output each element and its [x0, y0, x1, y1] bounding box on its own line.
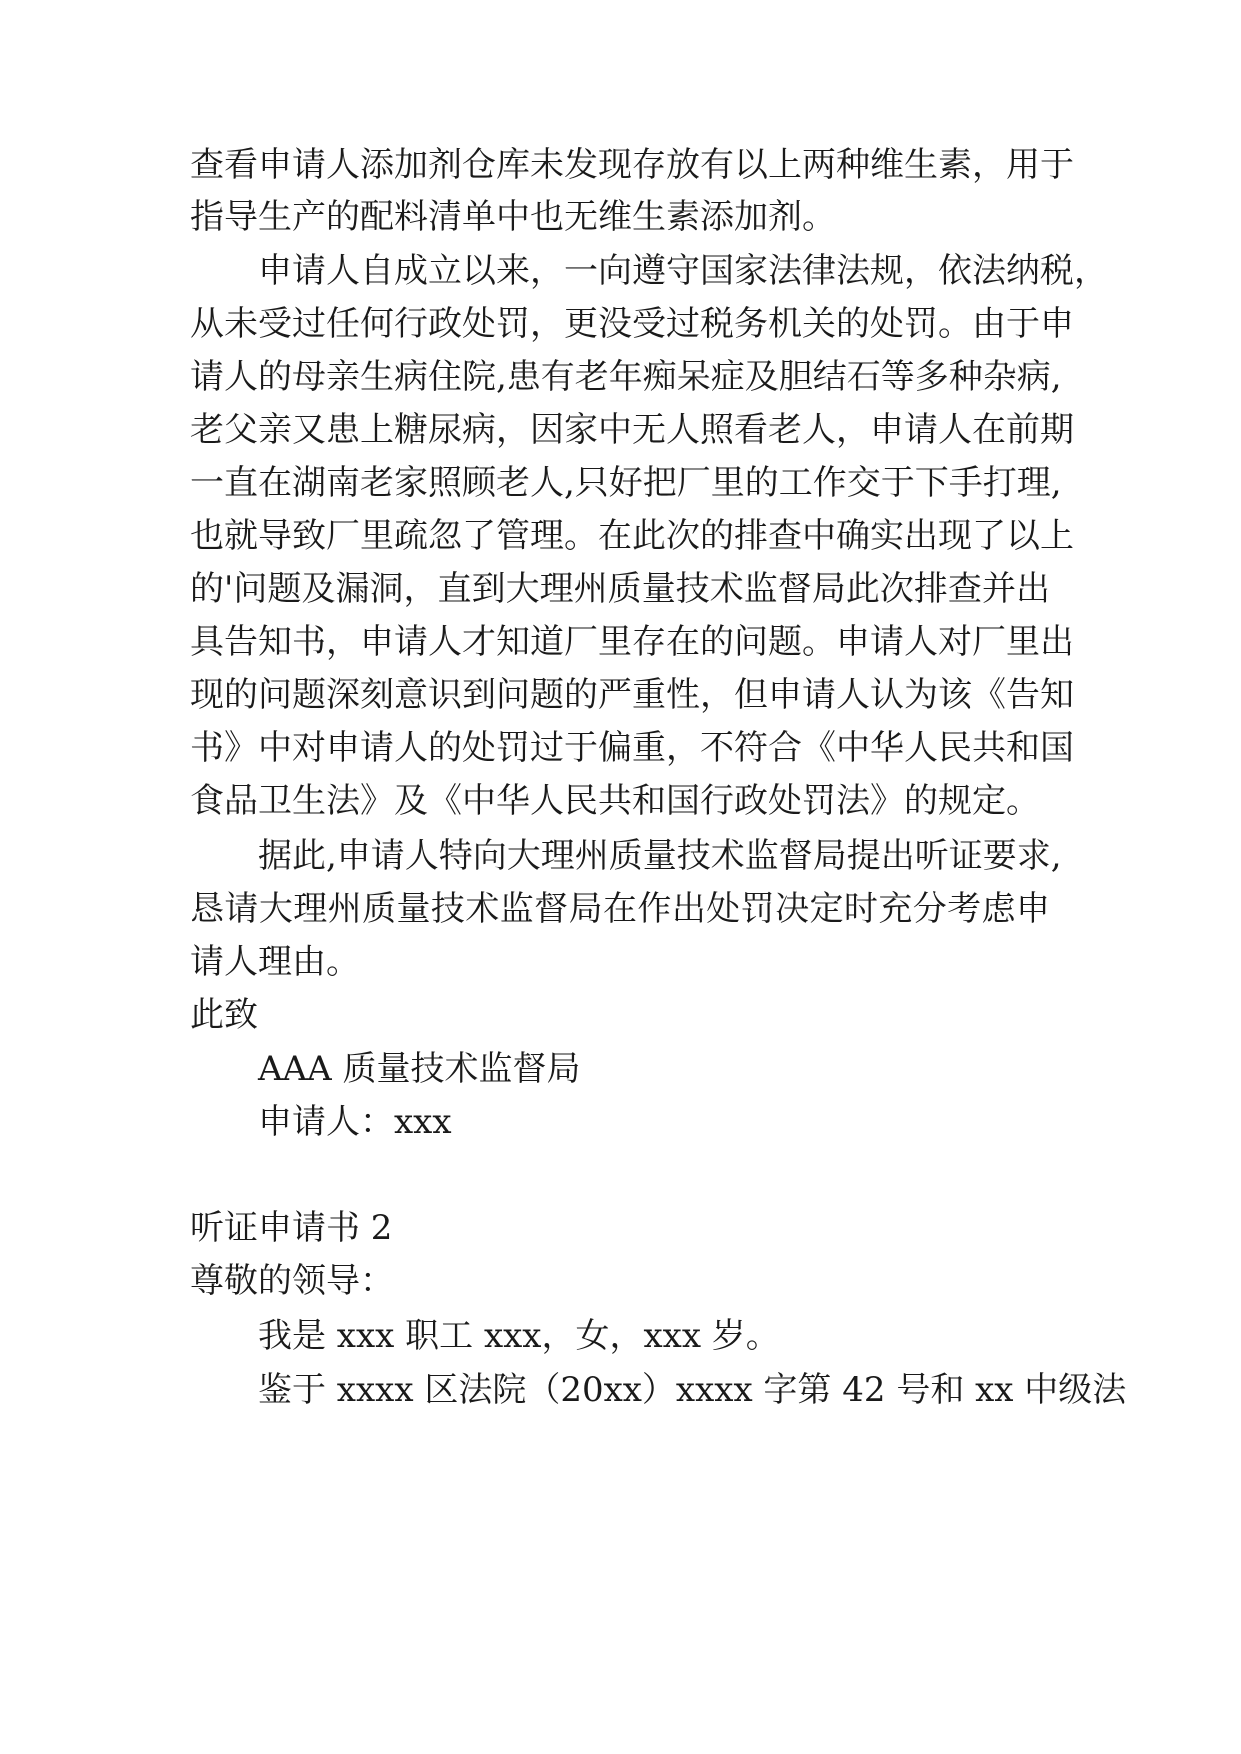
- body-line: 也就导致厂里疏忽了管理。在此次的排查中确实出现了以上: [190, 516, 1074, 556]
- paragraph-first-line: 据此,申请人特向大理州质量技术监督局提出听证要求,: [258, 836, 1062, 876]
- body-line: 请人理由。: [190, 942, 360, 982]
- paragraph-first-line: 我是 xxx 职工 xxx，女，xxx 岁。: [258, 1316, 780, 1356]
- applicant-signature: 申请人：xxx: [258, 1102, 452, 1142]
- body-line: 书》中对申请人的处罚过于偏重，不符合《中华人民共和国: [190, 728, 1074, 768]
- body-line: 从未受过任何行政处罚，更没受过税务机关的处罚。由于申: [190, 304, 1074, 344]
- body-line: 一直在湖南老家照顾老人,只好把厂里的工作交于下手打理,: [190, 463, 1062, 503]
- recipient-line: AAA 质量技术监督局: [258, 1049, 581, 1089]
- body-line: 具告知书，申请人才知道厂里存在的问题。申请人对厂里出: [190, 622, 1074, 662]
- body-line: 老父亲又患上糖尿病，因家中无人照看老人，申请人在前期: [190, 410, 1074, 450]
- body-line: 现的问题深刻意识到问题的严重性，但申请人认为该《告知: [190, 675, 1074, 715]
- paragraph-first-line: 申请人自成立以来，一向遵守国家法律法规，依法纳税，: [258, 251, 1108, 291]
- body-line: 恳请大理州质量技术监督局在作出处罚决定时充分考虑申: [190, 889, 1050, 929]
- section-title: 听证申请书 2: [190, 1208, 393, 1248]
- paragraph-first-line: 鉴于 xxxx 区法院（20xx）xxxx 字第 42 号和 xx 中级法: [258, 1370, 1127, 1410]
- greeting: 尊敬的领导：: [190, 1261, 394, 1301]
- closing-salutation: 此致: [190, 995, 258, 1035]
- body-line: 食品卫生法》及《中华人民共和国行政处罚法》的规定。: [190, 781, 1040, 821]
- body-line: 请人的母亲生病住院,患有老年痴呆症及胆结石等多种杂病,: [190, 357, 1062, 397]
- body-line: 查看申请人添加剂仓库未发现存放有以上两种维生素，用于: [190, 145, 1074, 185]
- body-line: 指导生产的配料清单中也无维生素添加剂。: [190, 197, 836, 237]
- body-line: 的'问题及漏洞，直到大理州质量技术监督局此次排查并出: [190, 569, 1050, 609]
